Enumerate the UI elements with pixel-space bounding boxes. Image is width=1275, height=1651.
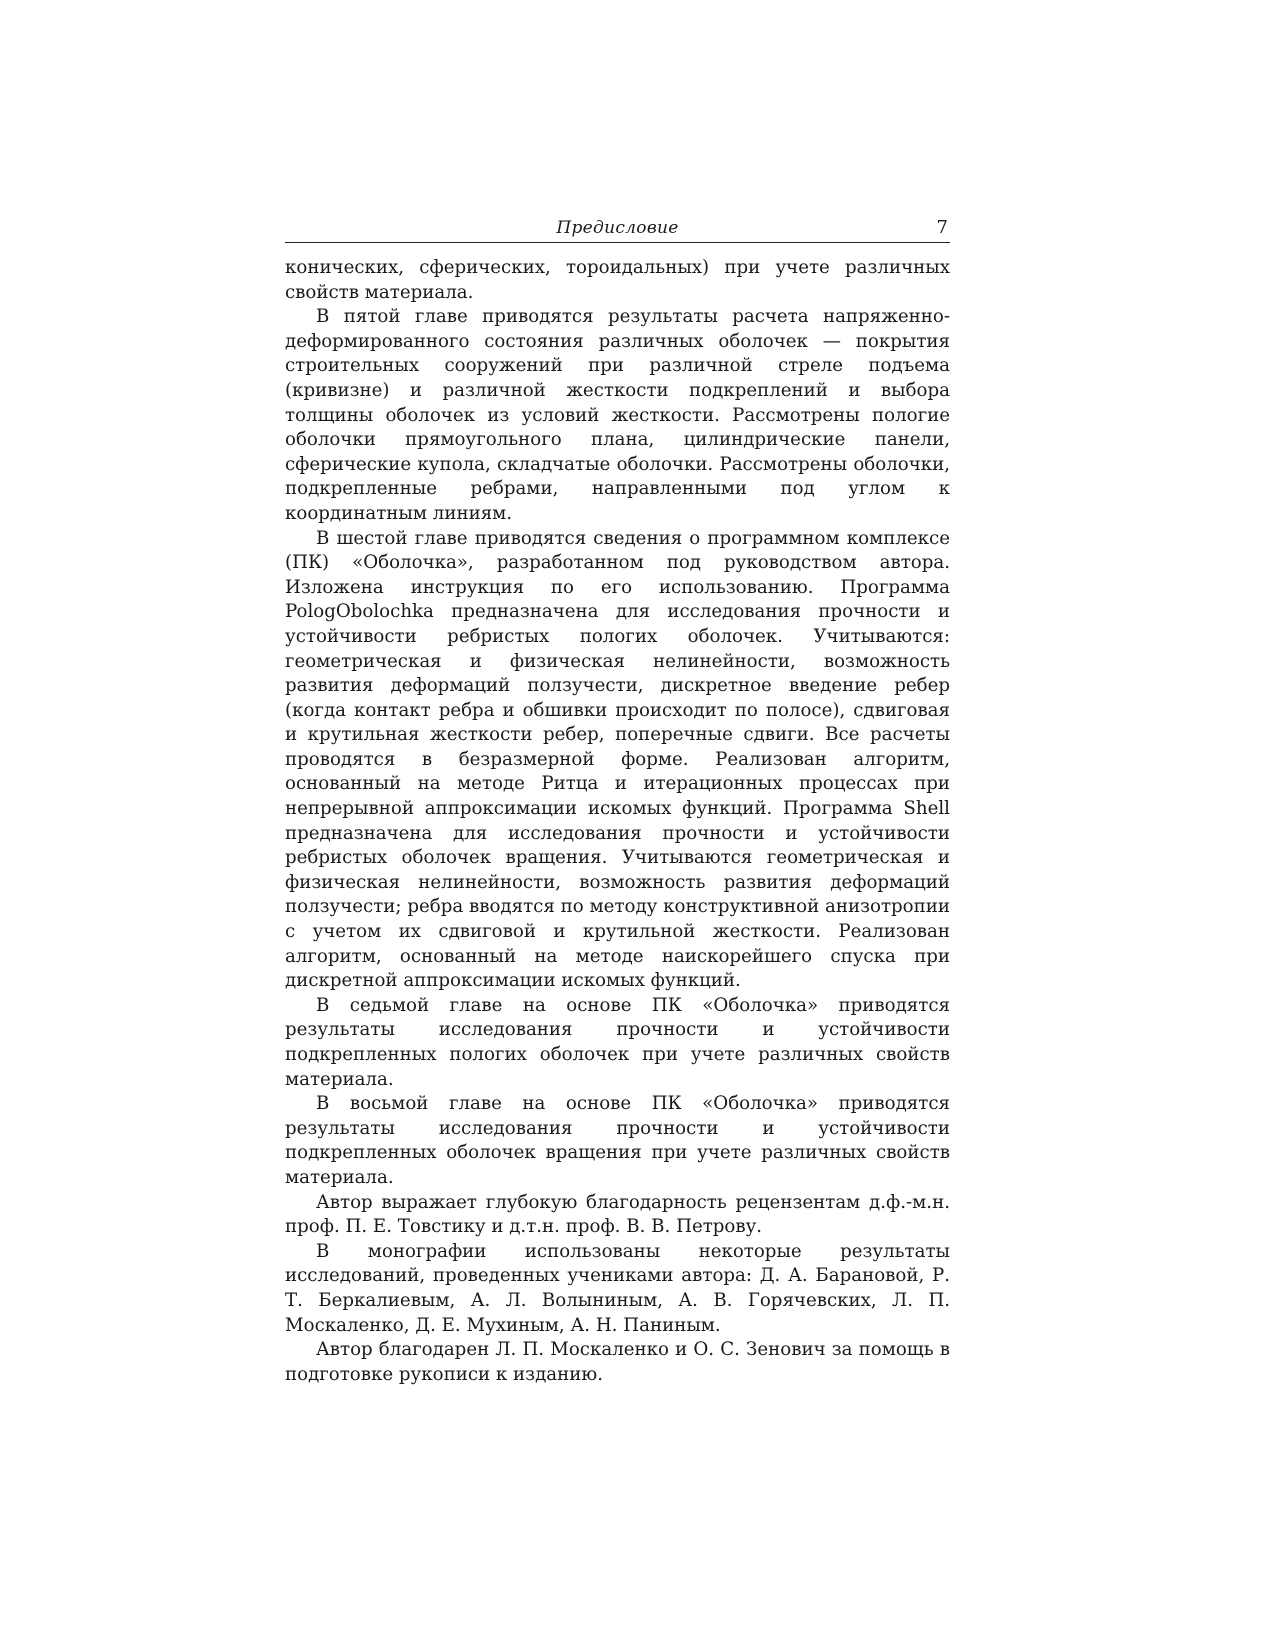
paragraph-continuation: конических, сферических, тороидальных) при учете различных свойств материала. (285, 257, 950, 303)
paragraph-chapter-five: В пятой главе приводятся результаты расчета напряженно-деформированного состояния различных оболочек — покрытия строительных сооружений при различной стреле подъема (кривизне) и различной жесткости подкреплений и выбора толщины оболочек из условий жесткости. Рассмотрены пологие оболочки прямоугольного плана, цилиндрические панели, сферические купола, складчатые оболочки. Рассмотрены оболочки, подкрепленные ребрами, направленными под углом к координатным линиям. (285, 306, 950, 524)
running-head (285, 214, 950, 243)
page-number: 7 (936, 217, 948, 238)
paragraph-acknowledgement-reviewers: Автор выражает глубокую благодарность рецензентам д.ф.-м.н. проф. П. Е. Товстику и д.т.н. проф. В. В. Петрову. (285, 1191, 950, 1238)
paragraph-chapter-eight: В восьмой главе на основе ПК «Оболочка» приводятся результаты исследования прочности и устойчивости подкрепленных оболочек вращения при учете различных свойств материала. (285, 1093, 950, 1188)
book-page (285, 214, 950, 1387)
paragraph-students: В монографии использованы некоторые результаты исследований, проведенных учениками автора: Д. А. Барановой, Р. Т. Беркалиевым, А. Л. Волыниным, А. В. Горячевских, Л. П. Москаленко, Д. Е. Мухиным, А. Н. Паниным. (285, 1240, 950, 1336)
paragraph-chapter-seven: В седьмой главе на основе ПК «Оболочка» приводятся результаты исследования прочности и устойчивости подкрепленных пологих оболочек при учете различных свойств материала. (285, 994, 950, 1090)
body-text (285, 256, 950, 1387)
paragraph-acknowledgement-help: Автор благодарен Л. П. Москаленко и О. С. Зенович за помощь в подготовке рукописи к изданию. (285, 1339, 950, 1385)
paragraph-chapter-six: В шестой главе приводятся сведения о программном комплексе (ПК) «Оболочка», разработанном под руководством автора. Изложена инструкция по его использованию. Программа PologObolochka предназначена для исследования прочности и устойчивости ребристых пологих оболочек. Учитываются: геометрическая и физическая нелинейности, возможность развития деформаций ползучести, дискретное введение ребер (когда контакт ребра и обшивки происходит по полосе), сдвиговая и крутильная жесткости ребер, поперечные сдвиги. Все расчеты проводятся в безразмерной форме. Реализован алгоритм, основанный на методе Ритца и итерационных процессах при непрерывной аппроксимации искомых функций. Программа Shell предназначена для исследования прочности и устойчивости ребристых оболочек вращения. Учитываются геометрическая и физическая нелинейности, возможность развития деформаций ползучести; ребра вводятся по методу конструктивной анизотропии с учетом их сдвиговой и крутильной жесткости. Реализован алгоритм, основанный на методе наискорейшего спуска при дискретной аппроксимации искомых функций. (285, 527, 950, 992)
running-title: Предисловие (556, 218, 679, 238)
